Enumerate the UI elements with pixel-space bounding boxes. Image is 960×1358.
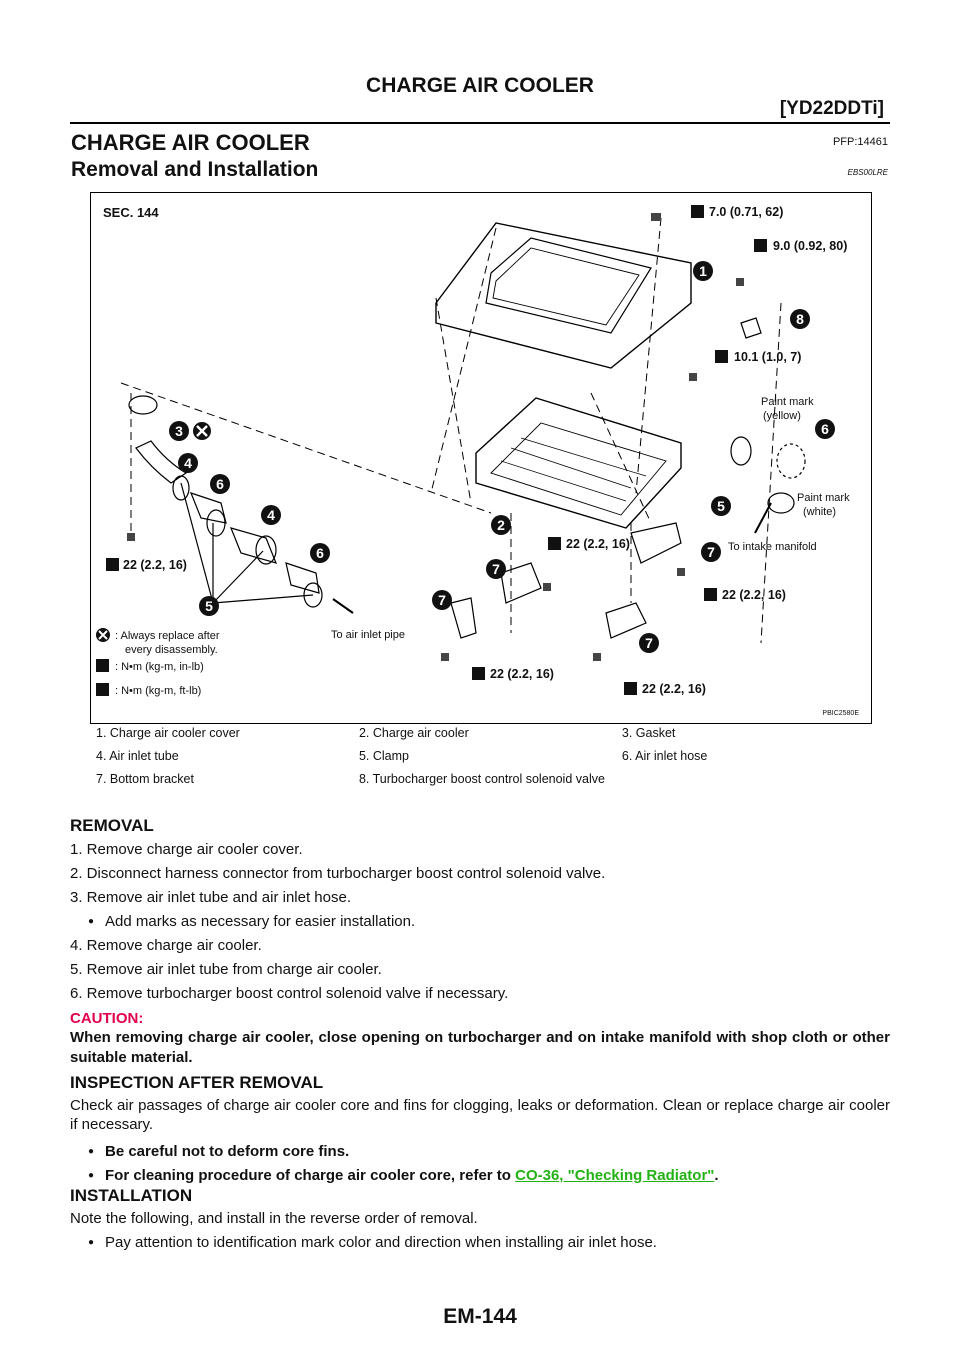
callout-7b [432,590,452,610]
callout-4a [178,453,198,473]
torque-label: 22 (2.2, 16) [490,667,554,681]
torque-icon-ftlb [548,537,561,550]
direction-label-inlet: To air inlet pipe [331,629,405,641]
legend-row [90,722,870,745]
legend-ftlb-icon [96,683,109,696]
legend-item: 3. Gasket [621,726,676,740]
svg-text:7: 7 [492,561,500,577]
callout-7a [486,559,506,579]
svg-text:4: 4 [184,455,192,471]
legend-item: 2. Charge air cooler [358,726,469,740]
legend-item: 8. Turbocharger boost control solenoid valve [358,772,605,786]
torque-label: 22 (2.2, 16) [566,537,630,551]
legend-item [616,768,870,791]
removal-bullet: ● Add marks as necessary for easier installation. [88,913,415,930]
torque-icon-ftlb [715,350,728,363]
header-title: CHARGE AIR COOLER [366,74,594,97]
paint-mark-label: Paint mark [797,492,850,504]
legend-item: 7. Bottom bracket [96,772,194,786]
svg-text:8: 8 [796,311,804,327]
legend-item: 5. Clamp [358,749,409,763]
callout-6b [310,543,330,563]
removal-step: 1. Remove charge air cooler cover. [70,841,303,858]
direction-label-intake: To intake manifold [728,541,817,553]
svg-text:5: 5 [205,598,213,614]
callout-5a [199,596,219,616]
callout-7d [639,633,659,653]
legend-row [90,745,870,768]
diagram-svg [91,193,871,723]
svg-text:6: 6 [316,545,324,561]
legend-replace-text: every disassembly. [125,644,218,656]
subsection-title: Removal and Installation [71,158,319,181]
torque-label: 10.1 (1.0, 7) [734,350,802,364]
legend-ftlb-text: : N•m (kg-m, ft-lb) [115,685,202,697]
callout-6c [815,419,835,439]
removal-step: 5. Remove air inlet tube from charge air cooler. [70,961,382,978]
svg-text:4: 4 [267,507,275,523]
torque-label: 22 (2.2, 16) [642,682,706,696]
removal-step: 4. Remove charge air cooler. [70,937,262,954]
svg-text:1: 1 [699,263,707,279]
callout-2 [491,515,511,535]
installation-bullet: ● Pay attention to identification mark color and direction when installing air inlet hose. [88,1234,657,1251]
legend-replace-text: : Always replace after [115,630,220,642]
torque-icon-ftlb [106,558,119,571]
torque-label: 9.0 (0.92, 80) [773,239,848,253]
svg-text:3: 3 [175,423,183,439]
legend-item: 1. Charge air cooler cover [96,726,240,740]
torque-label: 7.0 (0.71, 62) [709,205,784,219]
legend-item: 4. Air inlet tube [96,749,179,763]
section-part-code: PFP:14461 [832,136,888,148]
torque-icon-ftlb [472,667,485,680]
paint-mark-color: (yellow) [763,410,801,422]
torque-icon-ftlb [624,682,637,695]
replace-mark-icon [193,422,211,440]
installation-body: Note the following, and install in the reverse order of removal. [70,1210,478,1227]
svg-text:7: 7 [438,592,446,608]
subsection-ref: EBS00LRE [847,168,888,177]
caution-label: CAUTION: [70,1010,144,1027]
torque-icon-ftlb [704,588,717,601]
removal-step: 2. Disconnect harness connector from turbocharger boost control solenoid valve. [70,865,606,882]
callout-7c [701,542,721,562]
torque-icon-inlb [754,239,767,252]
header-rule [70,122,890,124]
callout-4b [261,505,281,525]
inspection-bullet: ● Be careful not to deform core fins. [88,1143,349,1160]
callout-6a [210,474,230,494]
parts-legend [90,722,870,791]
callout-8 [790,309,810,329]
section-title: CHARGE AIR COOLER [71,130,310,155]
svg-text:7: 7 [645,635,653,651]
legend-inlb-icon [96,659,109,672]
installation-heading: INSTALLATION [70,1186,193,1205]
paint-mark-color: (white) [803,506,837,518]
page-number: EM-144 [443,1305,517,1328]
torque-label: 22 (2.2, 16) [123,558,187,572]
exploded-diagram [90,192,872,724]
header-engine-code: [YD22DDTi] [779,98,884,119]
svg-text:5: 5 [717,498,725,514]
torque-label: 22 (2.2, 16) [722,588,786,602]
checking-radiator-link[interactable]: CO-36, "Checking Radiator" [515,1167,715,1184]
svg-text:6: 6 [216,476,224,492]
caution-text: When removing charge air cooler, close opening on turbocharger and on intake manifold with shop cloth or other suitable material. [70,1029,890,1066]
legend-replace-icon [96,628,110,642]
callout-5b [711,496,731,516]
legend-item: 6. Air inlet hose [621,749,708,763]
removal-heading: REMOVAL [70,816,154,835]
removal-step: 6. Remove turbocharger boost control solenoid valve if necessary. [70,985,509,1002]
legend-inlb-text: : N•m (kg-m, in-lb) [115,661,204,673]
removal-step: 3. Remove air inlet tube and air inlet hose. [70,889,351,906]
figure-id: PBIC2580E [822,710,859,717]
inspection-body: Check air passages of charge air cooler core and fins for clogging, leaks or deformation. Clean or replace charge air cooler if necessary. [70,1097,890,1133]
paint-mark-label: Paint mark [761,396,814,408]
callout-3 [169,421,189,441]
inspection-bullet: ● For cleaning procedure of charge air cooler core, refer to CO-36, "Checking Radiator". [88,1167,719,1184]
svg-text:2: 2 [497,517,505,533]
section-number-label: SEC. 144 [103,205,159,220]
callout-1 [693,261,713,281]
svg-text:6: 6 [821,421,829,437]
legend-row [90,768,870,791]
torque-icon-inlb [691,205,704,218]
inspection-heading: INSPECTION AFTER REMOVAL [70,1073,324,1092]
svg-text:7: 7 [707,544,715,560]
